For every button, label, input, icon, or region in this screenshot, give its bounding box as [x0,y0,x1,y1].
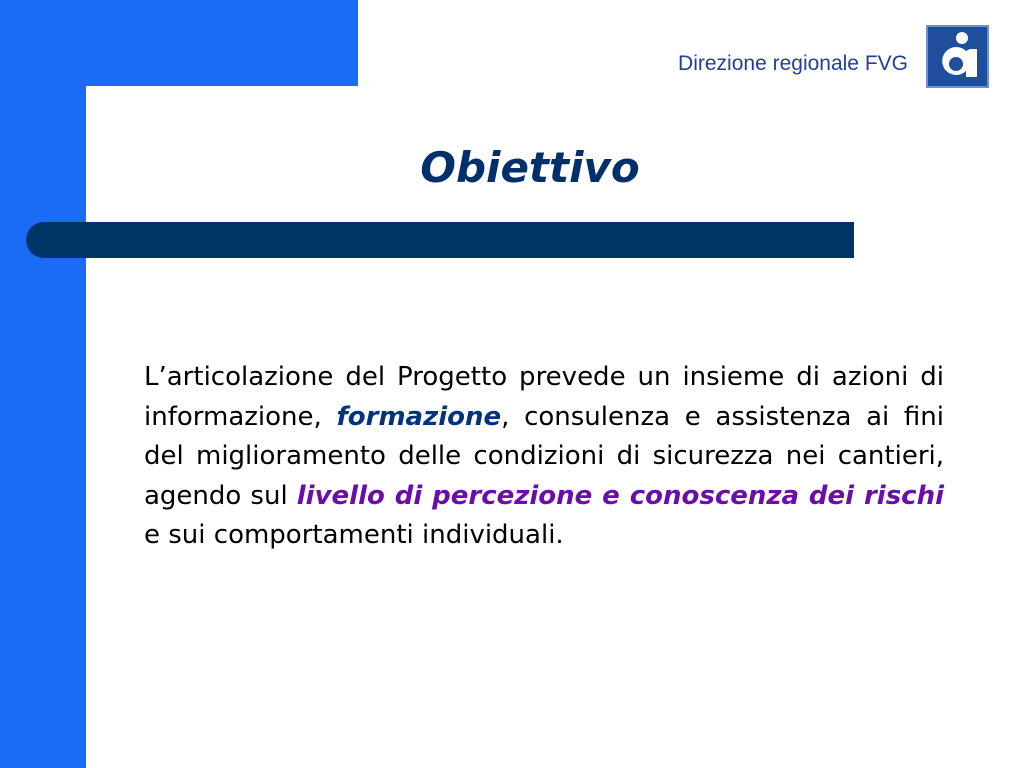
body-paragraph [144,358,944,556]
inail-logo-icon [926,25,989,88]
org-name: Direzione regionale FVG [678,52,908,75]
slide-title: Obiettivo [420,143,640,192]
body-text-part1: L’articolazione del Progetto prevede un insieme di azioni di informazione, [144,362,944,432]
corner-curve [86,86,126,126]
keyword-formazione: formazione [336,401,502,432]
body-text-part2: , consulenza e assistenza ai fini del miglioramento delle condizioni di sicurezza nei cantieri, agendo sul [144,401,944,511]
left-decor-band [0,0,86,768]
top-decor-band [0,0,358,86]
title-divider-bar [26,222,854,258]
keyword-livello-percezione: livello di percezione e conoscenza dei rischi [296,480,945,511]
body-text-part3: e sui comportamenti individuali. [144,520,564,550]
